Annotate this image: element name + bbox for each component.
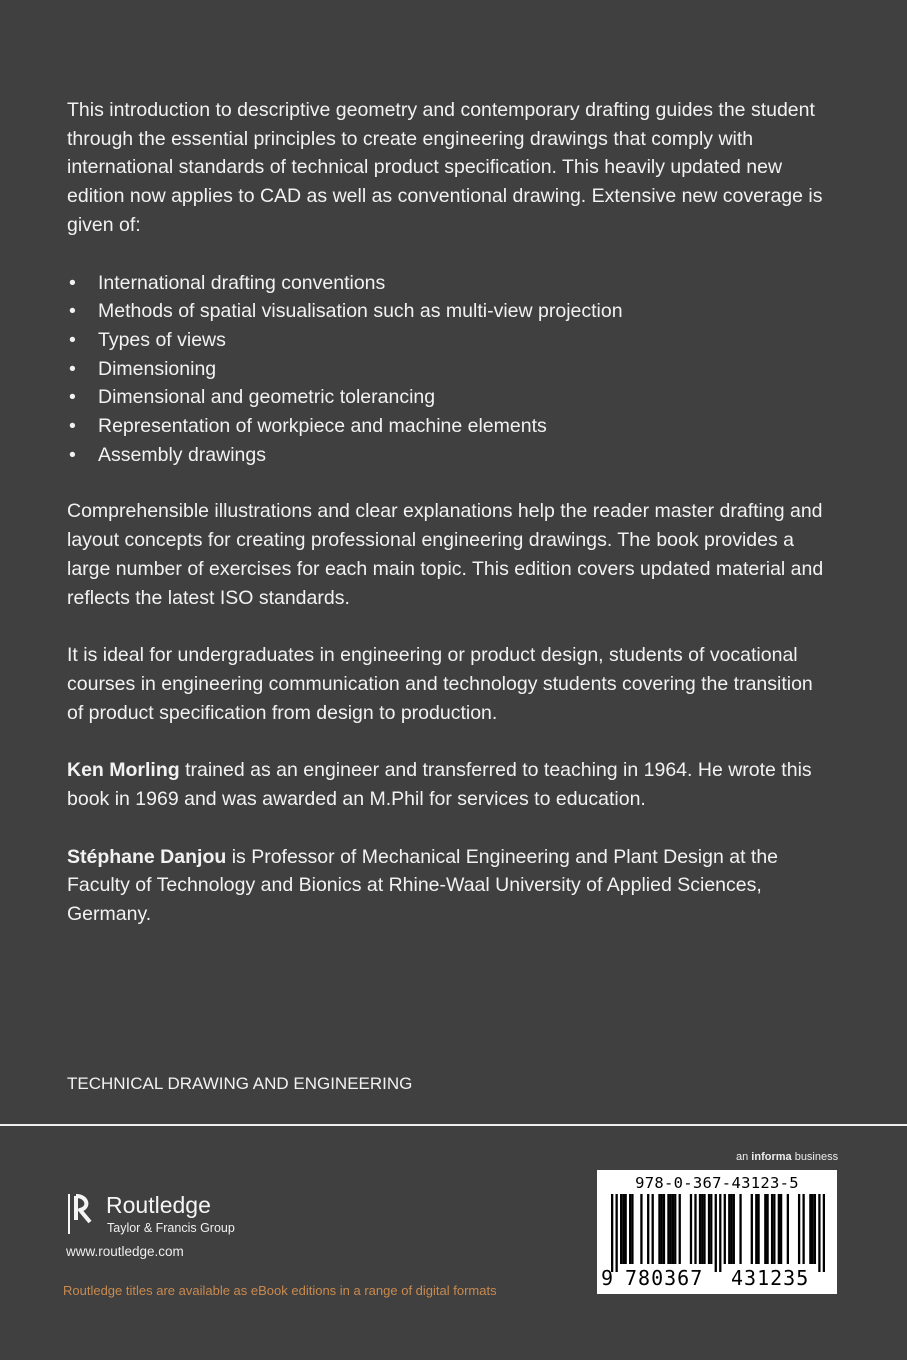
barcode-bar — [672, 1194, 674, 1264]
informa-tagline: an informa business — [736, 1151, 839, 1163]
barcode-bar — [647, 1194, 649, 1264]
barcode-bar — [640, 1194, 642, 1264]
publisher-logo — [66, 1190, 266, 1242]
barcode-bar — [667, 1194, 669, 1264]
barcode-bar — [757, 1194, 759, 1264]
back-cover-text — [67, 96, 827, 929]
barcode-bar — [616, 1194, 618, 1272]
barcode-bar — [724, 1194, 726, 1264]
list-item: • Methods of spatial visualisation such as multi-view projection — [67, 297, 827, 326]
barcode-bar — [773, 1194, 775, 1264]
barcode-bar — [771, 1194, 773, 1264]
author-bio-morling — [67, 756, 827, 813]
coverage-list — [67, 269, 827, 470]
barcode-bar — [778, 1194, 780, 1264]
barcode-bar — [708, 1194, 710, 1264]
barcode-bar — [625, 1194, 627, 1264]
barcode-bar — [802, 1194, 804, 1264]
barcode-bar — [733, 1194, 735, 1264]
barcode-bar — [818, 1194, 820, 1272]
barcode-bar — [710, 1194, 712, 1264]
intro-paragraph: This introduction to descriptive geometry and contemporary drafting guides the student through the essential principles to create engineering drawings that comply with international standards of technical product specification. This heavily updated new edition now applies to CAD as well as conventional drawing. Extensive new coverage is given of: — [67, 99, 823, 236]
divider — [0, 1124, 907, 1126]
barcode-bar — [611, 1194, 613, 1272]
barcode-bar — [811, 1194, 813, 1264]
author-name: Ken Morling — [67, 759, 180, 782]
list-item: • Dimensioning — [67, 355, 827, 384]
barcode-bar — [766, 1194, 768, 1264]
barcode — [597, 1170, 837, 1294]
audience-paragraph: It is ideal for undergraduates in engineering or product design, students of vocational courses in engineering communication and technology students covering the transition of product specification from design to production. — [67, 644, 813, 724]
description-paragraph: Comprehensible illustrations and clear explanations help the reader master drafting and layout concepts for creating professional engineering drawings. The book provides a large number of exercises for each main topic. This edition covers updated material and reflects the latest ISO standards. — [67, 500, 824, 609]
publisher-url[interactable]: www.routledge.com — [66, 1244, 184, 1259]
isbn-group-right: 431235 — [731, 1266, 810, 1290]
barcode-bar — [730, 1194, 732, 1264]
barcode-bar — [690, 1194, 692, 1264]
subject-category: TECHNICAL DRAWING AND ENGINEERING — [67, 1074, 413, 1093]
barcode-bar — [679, 1194, 681, 1264]
isbn-group-left: 780367 — [625, 1266, 704, 1290]
barcode-bar — [620, 1194, 622, 1264]
informa-brand: informa — [751, 1151, 792, 1163]
barcode-bar — [728, 1194, 730, 1264]
barcode-bar — [809, 1194, 811, 1264]
barcode-bar — [715, 1194, 717, 1272]
barcode-bar — [719, 1194, 721, 1272]
barcode-bar — [661, 1194, 663, 1264]
barcode-bar — [787, 1194, 789, 1264]
isbn-text: 978-0-367-43123-5 — [635, 1174, 799, 1192]
barcode-bar — [631, 1194, 633, 1264]
barcode-bar — [652, 1194, 654, 1264]
barcode-bar — [798, 1194, 800, 1264]
barcode-bar — [701, 1194, 703, 1264]
list-item: • Types of views — [67, 326, 827, 355]
barcode-bar — [658, 1194, 660, 1264]
barcode-bar — [670, 1194, 672, 1264]
barcode-bar — [622, 1194, 624, 1264]
barcode-bar — [814, 1194, 816, 1264]
list-item: • Dimensional and geometric tolerancing — [67, 383, 827, 412]
barcode-bar — [694, 1194, 696, 1264]
list-item: • International drafting conventions — [67, 269, 827, 298]
barcode-bar — [751, 1194, 753, 1264]
barcode-bar — [764, 1194, 766, 1264]
publisher-name: Routledge — [106, 1192, 211, 1218]
barcode-bar — [823, 1194, 825, 1272]
author-name: Stéphane Danjou — [67, 845, 227, 868]
barcode-bar — [663, 1194, 665, 1264]
barcode-bar — [780, 1194, 782, 1264]
isbn-lead-digit: 9 — [601, 1266, 615, 1290]
barcode-bar — [755, 1194, 757, 1264]
list-item: • Representation of workpiece and machine elements — [67, 412, 827, 441]
barcode-bar — [703, 1194, 705, 1264]
author-bio: is Professor of Mechanical Engineering and Plant Design at the Faculty of Technology and Bionics at Rhine-Waal University of Applied Sciences, Germany. — [67, 845, 779, 926]
barcode-bar — [739, 1194, 741, 1264]
barcode-bar — [674, 1194, 676, 1264]
barcode-bars — [611, 1194, 825, 1272]
publisher-group: Taylor & Francis Group — [107, 1221, 235, 1235]
routledge-logo-icon — [66, 1190, 96, 1238]
ebook-note: Routledge titles are available as eBook editions in a range of digital formats — [63, 1283, 497, 1298]
barcode-bar — [699, 1194, 701, 1264]
barcode-bar — [629, 1194, 631, 1264]
author-bio: trained as an engineer and transferred to teaching in 1964. He wrote this book in 1969 and was awarded an M.Phil for services to education. — [67, 759, 812, 811]
list-item: • Assembly drawings — [67, 441, 827, 470]
author-bio-danjou — [67, 843, 827, 929]
